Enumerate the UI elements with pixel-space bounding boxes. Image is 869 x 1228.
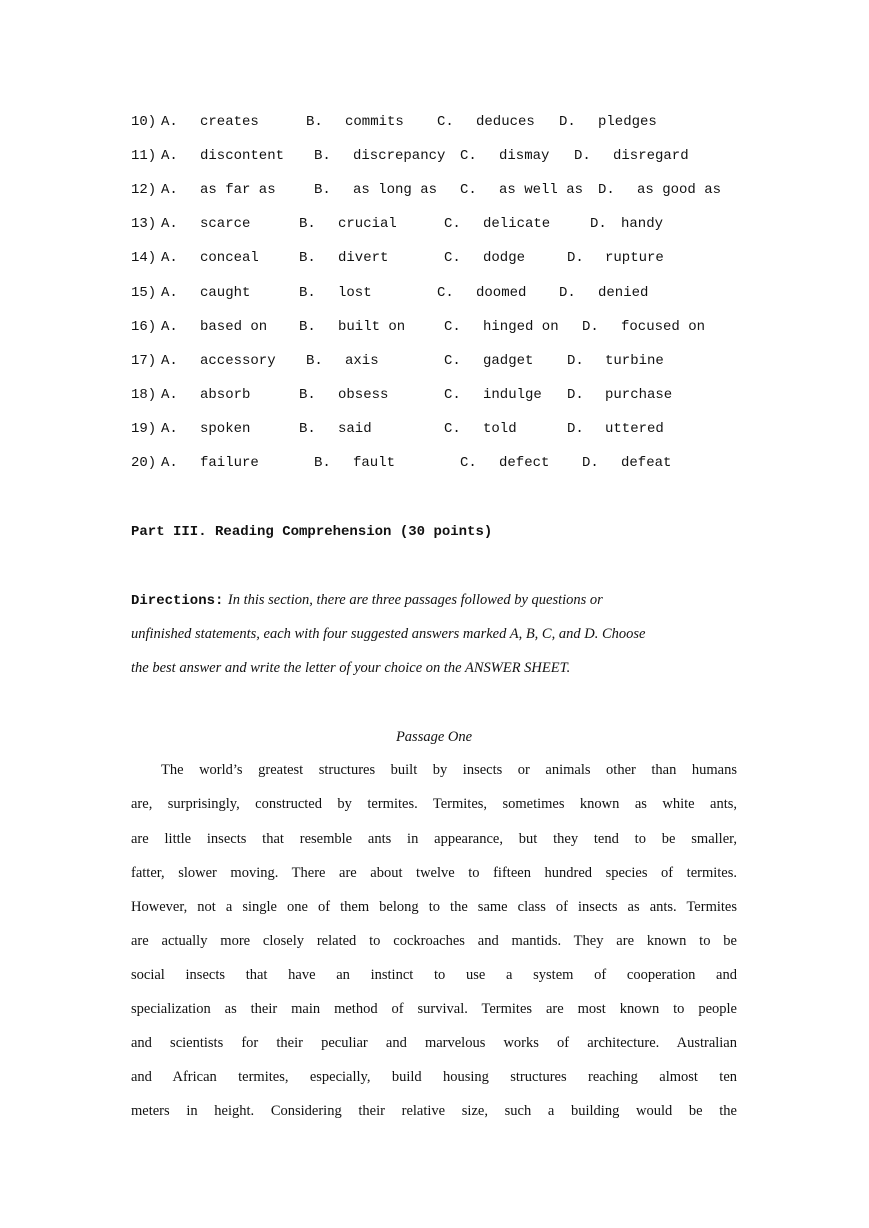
option-letter-a: A. <box>161 319 178 335</box>
question-number: 15) <box>131 285 157 301</box>
option-text-d: rupture <box>605 250 664 266</box>
passage-line: The world’s greatest structures built by insects or animals other than humans <box>161 762 737 778</box>
option-letter-c: C. <box>460 182 477 198</box>
question-number: 10) <box>131 114 157 130</box>
option-letter-c: C. <box>444 387 461 403</box>
option-text-d: focused on <box>621 319 706 335</box>
option-letter-d: D. <box>559 114 576 130</box>
option-letter-b: B. <box>314 148 331 164</box>
question-number: 13) <box>131 216 157 232</box>
passage-line: However, not a single one of them belong to the same class of insects as ants. Termites <box>131 899 737 915</box>
option-letter-d: D. <box>567 387 584 403</box>
option-text-b: lost <box>338 285 372 301</box>
option-letter-d: D. <box>598 182 615 198</box>
option-text-a: caught <box>200 285 251 301</box>
passage-line: and African termites, especially, build housing structures reaching almost ten <box>131 1069 737 1085</box>
option-letter-c: C. <box>444 216 461 232</box>
option-letter-c: C. <box>444 421 461 437</box>
question-number: 11) <box>131 148 157 164</box>
option-letter-c: C. <box>437 114 454 130</box>
question-number: 14) <box>131 250 157 266</box>
option-letter-c: C. <box>460 455 477 471</box>
option-letter-b: B. <box>306 114 323 130</box>
option-text-d: handy <box>621 216 664 232</box>
option-letter-a: A. <box>161 114 178 130</box>
option-letter-d: D. <box>567 250 584 266</box>
question-number: 19) <box>131 421 157 437</box>
option-letter-c: C. <box>460 148 477 164</box>
option-text-a: failure <box>200 455 259 471</box>
option-text-a: spoken <box>200 421 251 437</box>
option-text-d: disregard <box>613 148 689 164</box>
option-text-a: conceal <box>200 250 259 266</box>
option-letter-d: D. <box>590 216 607 232</box>
option-letter-b: B. <box>299 319 316 335</box>
option-text-b: crucial <box>338 216 397 232</box>
option-letter-b: B. <box>306 353 323 369</box>
option-text-a: as far as <box>200 182 276 198</box>
option-letter-c: C. <box>444 319 461 335</box>
option-letter-a: A. <box>161 182 178 198</box>
option-letter-a: A. <box>161 148 178 164</box>
option-text-b: said <box>338 421 372 437</box>
option-text-d: as good as <box>637 182 722 198</box>
option-letter-d: D. <box>567 353 584 369</box>
option-text-c: as well as <box>499 182 584 198</box>
option-text-c: gadget <box>483 353 534 369</box>
option-text-c: delicate <box>483 216 551 232</box>
option-text-c: deduces <box>476 114 535 130</box>
option-text-d: purchase <box>605 387 673 403</box>
option-text-c: doomed <box>476 285 527 301</box>
option-letter-b: B. <box>299 387 316 403</box>
option-letter-d: D. <box>582 319 599 335</box>
option-text-a: accessory <box>200 353 276 369</box>
option-letter-a: A. <box>161 455 178 471</box>
passage-title: Passage One <box>395 729 473 745</box>
option-letter-c: C. <box>444 250 461 266</box>
option-text-c: dismay <box>499 148 550 164</box>
option-letter-d: D. <box>559 285 576 301</box>
option-letter-c: C. <box>437 285 454 301</box>
option-text-b: built on <box>338 319 406 335</box>
option-text-d: uttered <box>605 421 664 437</box>
option-text-d: pledges <box>598 114 657 130</box>
passage-line: and scientists for their peculiar and marvelous works of architecture. Australian <box>131 1035 737 1051</box>
question-number: 18) <box>131 387 157 403</box>
directions-line-1 <box>131 590 737 611</box>
option-text-c: defect <box>499 455 550 471</box>
option-text-c: told <box>483 421 517 437</box>
passage-line: specialization as their main method of survival. Termites are most known to people <box>131 1001 737 1017</box>
option-text-b: fault <box>353 455 396 471</box>
passage-line: are, surprisingly, constructed by termites. Termites, sometimes known as white ants, <box>131 796 737 812</box>
option-letter-d: D. <box>567 421 584 437</box>
option-text-b: divert <box>338 250 389 266</box>
part-three-heading: Part III. Reading Comprehension (30 points) <box>131 524 493 540</box>
option-text-d: denied <box>598 285 649 301</box>
option-letter-c: C. <box>444 353 461 369</box>
option-text-d: defeat <box>621 455 672 471</box>
directions-text-1: In this section, there are three passages followed by questions or <box>227 592 603 608</box>
question-number: 16) <box>131 319 157 335</box>
option-letter-b: B. <box>299 250 316 266</box>
option-text-b: as long as <box>353 182 438 198</box>
option-letter-a: A. <box>161 285 178 301</box>
option-text-a: absorb <box>200 387 251 403</box>
passage-line: are little insects that resemble ants in appearance, but they tend to be smaller, <box>131 831 737 847</box>
directions-label: Directions: <box>131 593 224 609</box>
passage-line: meters in height. Considering their relative size, such a building would be the <box>131 1103 737 1119</box>
option-letter-a: A. <box>161 387 178 403</box>
question-number: 20) <box>131 455 157 471</box>
option-text-a: based on <box>200 319 268 335</box>
passage-line: fatter, slower moving. There are about twelve to fifteen hundred species of termites. <box>131 865 737 881</box>
option-letter-a: A. <box>161 421 178 437</box>
question-number: 12) <box>131 182 157 198</box>
option-text-c: dodge <box>483 250 526 266</box>
directions-line-3: the best answer and write the letter of your choice on the ANSWER SHEET. <box>131 660 571 676</box>
option-letter-b: B. <box>299 216 316 232</box>
option-text-a: discontent <box>200 148 285 164</box>
option-text-a: scarce <box>200 216 251 232</box>
option-text-c: indulge <box>483 387 542 403</box>
option-letter-b: B. <box>314 182 331 198</box>
option-letter-a: A. <box>161 353 178 369</box>
option-letter-a: A. <box>161 250 178 266</box>
option-letter-b: B. <box>299 421 316 437</box>
option-text-b: commits <box>345 114 404 130</box>
option-letter-b: B. <box>314 455 331 471</box>
option-text-b: obsess <box>338 387 389 403</box>
option-letter-d: D. <box>582 455 599 471</box>
option-letter-b: B. <box>299 285 316 301</box>
question-number: 17) <box>131 353 157 369</box>
option-text-b: discrepancy <box>353 148 446 164</box>
option-letter-d: D. <box>574 148 591 164</box>
passage-line: social insects that have an instinct to use a system of cooperation and <box>131 967 737 983</box>
option-text-c: hinged on <box>483 319 559 335</box>
option-text-d: turbine <box>605 353 664 369</box>
directions-line-2: unfinished statements, each with four suggested answers marked A, B, C, and D. Choose <box>131 626 646 642</box>
option-text-b: axis <box>345 353 379 369</box>
option-text-a: creates <box>200 114 259 130</box>
option-letter-a: A. <box>161 216 178 232</box>
passage-line: are actually more closely related to cockroaches and mantids. They are known to be <box>131 933 737 949</box>
